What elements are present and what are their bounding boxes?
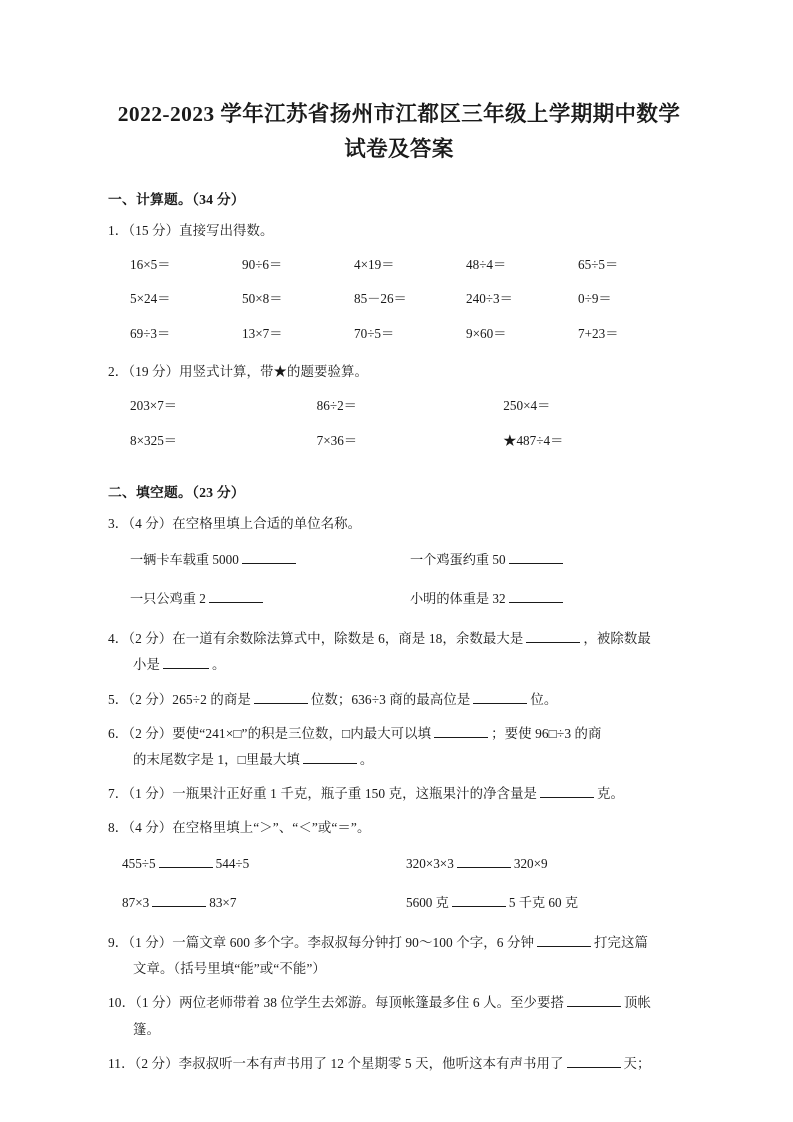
question-1-expressions xyxy=(108,244,690,351)
compare-left: 455÷5 xyxy=(122,856,156,872)
fill-item xyxy=(130,550,410,570)
expression-item: 250×4＝ xyxy=(503,398,551,414)
compare-left: 87×3 xyxy=(122,894,150,910)
question-9 xyxy=(108,922,690,982)
question-6-text-b: ；要使 96□÷3 的商 xyxy=(491,725,602,741)
question-8-compare-rows xyxy=(108,841,690,922)
fill-item xyxy=(130,589,410,609)
compare-left: 320×3×3 xyxy=(406,856,454,872)
expression-item: 50×8＝ xyxy=(242,291,283,307)
question-9-text-c: 文章。（括号里填“能”或“不能”） xyxy=(133,961,326,977)
expression-item: 69÷3＝ xyxy=(130,325,171,341)
answer-blank[interactable] xyxy=(159,855,213,868)
compare-right: 83×7 xyxy=(209,894,237,910)
expression-item: 9×60＝ xyxy=(466,325,507,341)
compare-right: 5 千克 60 克 xyxy=(508,894,579,910)
expression-row xyxy=(108,317,690,351)
fill-item-label: 一个鸡蛋约重 50 xyxy=(410,552,506,568)
answer-blank[interactable] xyxy=(537,934,591,947)
question-9-prompt xyxy=(108,930,690,982)
question-3-fill-rows xyxy=(108,537,690,618)
question-1 xyxy=(108,210,690,244)
question-8-prompt: 8．（4 分）在空格里填上“＞”、“＜”或“＝”。 xyxy=(108,820,371,836)
expression-row xyxy=(108,389,690,423)
question-11-text-b: 天； xyxy=(623,1055,651,1071)
answer-blank[interactable] xyxy=(209,590,263,603)
expression-item: 90÷6＝ xyxy=(242,256,283,272)
expression-item: 7+23＝ xyxy=(578,325,619,341)
answer-blank[interactable] xyxy=(540,785,594,798)
expression-item: 4×19＝ xyxy=(354,256,395,272)
answer-blank[interactable] xyxy=(567,1054,621,1067)
expression-item: 85－26＝ xyxy=(354,291,407,307)
compare-item xyxy=(406,893,690,913)
expression-row xyxy=(108,248,690,282)
compare-row xyxy=(108,845,690,883)
section-heading-2: 二、填空题。（23 分） xyxy=(108,485,245,501)
expression-item: 8×325＝ xyxy=(130,432,177,448)
question-5 xyxy=(108,679,690,713)
question-10-text-a: 10．（1 分）两位老师带着 38 位学生去郊游。每顶帐篷最多住 6 人。至少要搭 xyxy=(108,995,565,1011)
question-7-text-a: 7．（1 分）一瓶果汁正好重 1 千克，瓶子重 150 克，这瓶果汁的净含量是 xyxy=(108,785,538,801)
answer-blank[interactable] xyxy=(152,894,206,907)
page-title-line-1: 2022-2023 学年江苏省扬州市江都区三年级上学期期中数学 xyxy=(117,102,681,126)
question-5-text-b: 位数；636÷3 商的最高位是 xyxy=(310,691,471,707)
section-calculation xyxy=(108,167,690,459)
question-3-prompt: 3．（4 分）在空格里填上合适的单位名称。 xyxy=(108,516,362,532)
fill-item xyxy=(410,550,690,570)
compare-item xyxy=(122,854,406,874)
question-4-text-c: 小是 xyxy=(133,657,160,673)
question-6-prompt xyxy=(108,721,690,773)
section-heading-1: 一、计算题。（34 分） xyxy=(108,191,245,207)
question-6-text-a: 6．（2 分）要使“241×□”的积是三位数，□内最大可以填 xyxy=(108,725,432,741)
question-7-prompt xyxy=(108,781,690,807)
compare-row xyxy=(108,884,690,922)
page-title xyxy=(108,0,690,167)
question-4 xyxy=(108,618,690,678)
question-7 xyxy=(108,773,690,807)
question-5-text-a: 5．（2 分）265÷2 的商是 xyxy=(108,691,251,707)
answer-blank[interactable] xyxy=(434,724,488,737)
fill-row xyxy=(108,541,690,579)
expression-item: ★487÷4＝ xyxy=(503,432,564,448)
fill-row xyxy=(108,580,690,618)
expression-item: 65÷5＝ xyxy=(578,256,619,272)
question-6 xyxy=(108,713,690,773)
question-10-text-c: 篷。 xyxy=(133,1021,160,1037)
question-6-text-d: 。 xyxy=(359,751,374,767)
compare-right: 544÷5 xyxy=(215,856,250,872)
answer-blank[interactable] xyxy=(473,690,527,703)
expression-item: 13×7＝ xyxy=(242,325,283,341)
answer-blank[interactable] xyxy=(509,551,563,564)
answer-blank[interactable] xyxy=(254,690,308,703)
expression-item: 203×7＝ xyxy=(130,398,177,414)
compare-item xyxy=(406,854,690,874)
question-5-prompt xyxy=(108,687,690,713)
question-4-text-a: 4．（2 分）在一道有余数除法算式中，除数是 6，商是 18，余数最大是 xyxy=(108,631,524,647)
expression-item: 86÷2＝ xyxy=(316,398,357,414)
fill-item-label: 一只公鸡重 2 xyxy=(130,590,206,606)
question-4-text-d: 。 xyxy=(211,657,226,673)
question-4-prompt xyxy=(108,626,690,678)
fill-item-label: 小明的体重是 32 xyxy=(410,590,506,606)
question-10-text-b: 顶帐 xyxy=(624,995,652,1011)
answer-blank[interactable] xyxy=(509,590,563,603)
expression-item: 16×5＝ xyxy=(130,256,171,272)
expression-row xyxy=(108,282,690,316)
expression-item: 240÷3＝ xyxy=(466,291,513,307)
compare-left: 5600 克 xyxy=(406,894,449,910)
fill-item-label: 一辆卡车载重 5000 xyxy=(130,552,239,568)
answer-blank[interactable] xyxy=(163,656,209,669)
question-3 xyxy=(108,503,690,537)
expression-item: 70÷5＝ xyxy=(354,325,395,341)
page-title-line-2: 试卷及答案 xyxy=(344,136,454,161)
question-9-text-a: 9．（1 分）一篇文章 600 多个字。李叔叔每分钟打 90～100 个字，6 分钟 xyxy=(108,935,534,951)
expression-item: 5×24＝ xyxy=(130,291,171,307)
question-9-text-b: 打完这篇 xyxy=(594,935,648,951)
question-4-text-b: ，被除数最 xyxy=(583,631,651,647)
expression-row xyxy=(108,424,690,458)
compare-item xyxy=(122,893,406,913)
answer-blank[interactable] xyxy=(452,894,506,907)
question-7-text-b: 克。 xyxy=(597,785,625,801)
page-content xyxy=(108,0,690,1077)
question-11-prompt xyxy=(108,1051,690,1077)
answer-blank[interactable] xyxy=(526,630,580,643)
expression-item: 0÷9＝ xyxy=(578,291,612,307)
question-10-prompt xyxy=(108,990,690,1042)
answer-blank[interactable] xyxy=(457,855,511,868)
question-2 xyxy=(108,351,690,385)
answer-blank[interactable] xyxy=(567,994,621,1007)
expression-item: 48÷4＝ xyxy=(466,256,507,272)
question-5-text-c: 位。 xyxy=(530,691,558,707)
question-6-text-c: 的末尾数字是 1，□里最大填 xyxy=(133,751,300,767)
question-2-prompt: 2．（19 分）用竖式计算，带★的题要验算。 xyxy=(108,364,368,380)
question-8 xyxy=(108,807,690,841)
answer-blank[interactable] xyxy=(303,751,357,764)
compare-right: 320×9 xyxy=(513,856,548,872)
question-2-expressions xyxy=(108,385,690,458)
answer-blank[interactable] xyxy=(242,551,296,564)
expression-item: 7×36＝ xyxy=(316,432,358,448)
question-1-prompt: 1．（15 分）直接写出得数。 xyxy=(108,222,274,238)
section-fill-in-blank xyxy=(108,458,690,1077)
question-11 xyxy=(108,1043,690,1077)
question-10 xyxy=(108,982,690,1042)
question-11-text-a: 11．（2 分）李叔叔听一本有声书用了 12 个星期零 5 天，他听这本有声书用了 xyxy=(108,1055,564,1071)
fill-item xyxy=(410,589,690,609)
